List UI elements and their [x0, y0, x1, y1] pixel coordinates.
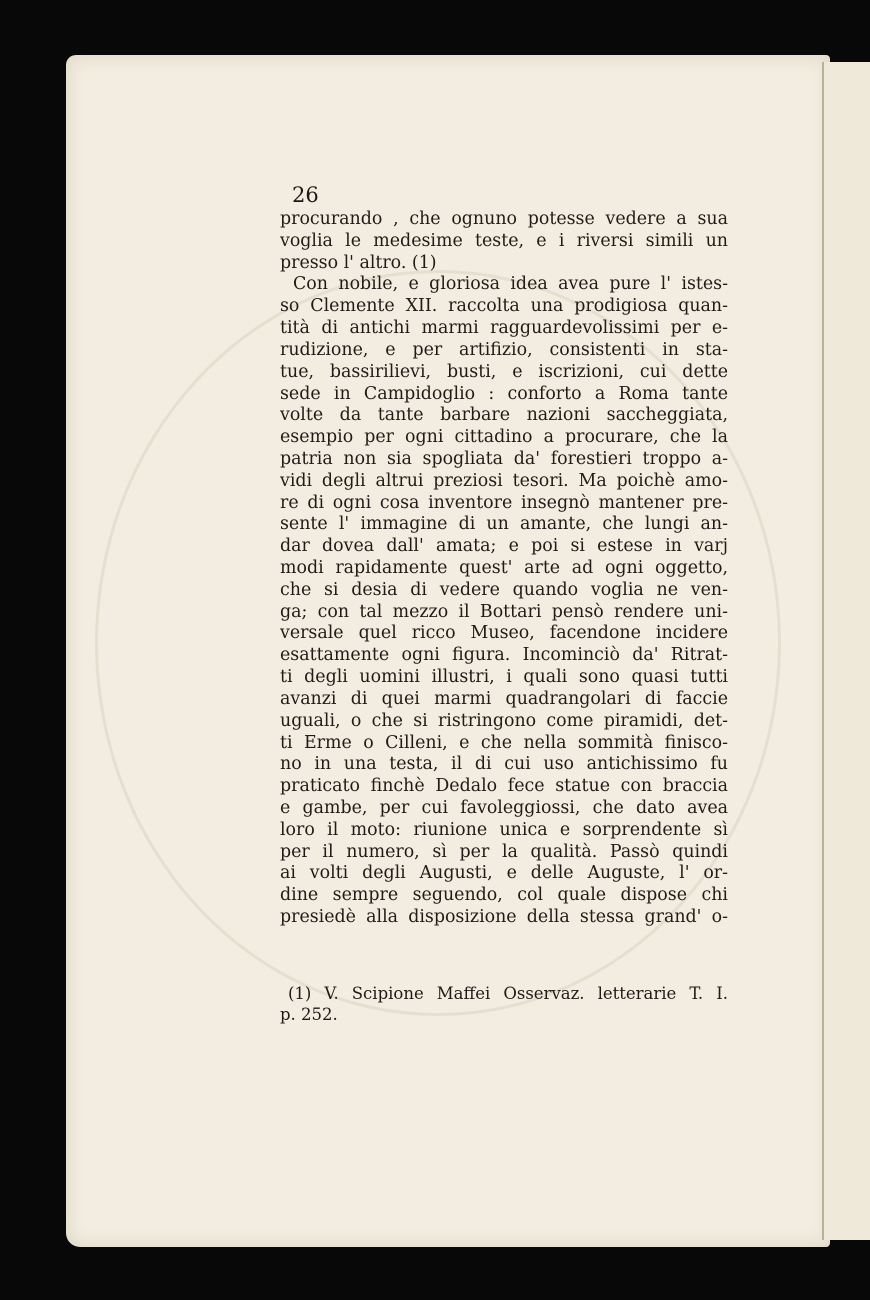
text-line: tità di antichi marmi ragguardevolissimi per e- — [280, 318, 728, 339]
text-line: procurando , che ognuno potesse vedere a sua — [280, 209, 728, 229]
text-line: ga; con tal mezzo il Bottari pensò rendere uni- — [280, 601, 728, 622]
text-line: so Clemente XII. raccolta una prodigiosa quan- — [280, 296, 728, 317]
text-line: modi rapidamente quest' arte ad ogni oggetto, — [280, 558, 728, 578]
footnote-line: (1) V. Scipione Maffei Osservaz. letterarie T. I. — [288, 984, 728, 1003]
text-line: tue, bassirilievi, busti, e iscrizioni, cui dette — [280, 361, 728, 382]
text-line: vidi degli altrui preziosi tesori. Ma poichè amo- — [280, 470, 728, 491]
text-line: loro il moto: riunione unica e sorprendente sì — [280, 819, 728, 840]
facing-page-edge — [822, 62, 870, 1240]
text-line: sede in Campidoglio : conforto a Roma tante — [280, 383, 728, 404]
text-line: patria non sia spogliata da' forestieri troppo a- — [280, 448, 728, 469]
page-number: 26 — [292, 183, 319, 207]
text-line: volte da tante barbare nazioni saccheggiata, — [280, 405, 728, 426]
text-line: esempio per ogni cittadino a procurare, che la — [280, 427, 728, 448]
text-line: esattamente ogni figura. Incominciò da' Ritrat- — [280, 645, 728, 666]
text-line: dine sempre seguendo, col quale dispose chi — [280, 885, 728, 906]
body-text — [280, 209, 728, 929]
footnote-line: p. 252. — [280, 1005, 338, 1024]
text-line: per il numero, sì per la qualità. Passò quindi — [280, 841, 728, 862]
footnote — [280, 983, 728, 1025]
text-line: versale quel ricco Museo, facendone incidere — [280, 623, 728, 644]
text-line: sente l' immagine di un amante, che lungi an- — [280, 514, 728, 535]
text-line: voglia le medesime teste, e i riversi simili un — [280, 230, 728, 251]
text-line: presso l' altro. (1) — [280, 252, 437, 273]
text-line: ti Erme o Cilleni, e che nella sommità finisco- — [280, 732, 728, 753]
text-line: dar dovea dall' amata; e poi si estese in varj — [280, 536, 728, 557]
text-line: ti degli uomini illustri, i quali sono quasi tutti — [280, 667, 728, 688]
text-line: uguali, o che si ristringono come piramidi, det- — [280, 710, 728, 731]
paragraph-start-line: Con nobile, e gloriosa idea avea pure l' istes- — [293, 274, 728, 295]
text-line: rudizione, e per artifizio, consistenti in sta- — [280, 339, 728, 360]
text-line: e gambe, per cui favoleggiossi, che dato avea — [280, 797, 728, 818]
text-line: re di ogni cosa inventore insegnò mantener pre- — [280, 492, 728, 513]
text-line: no in una testa, il di cui uso antichissimo fu — [280, 754, 728, 775]
text-line: presiedè alla disposizione della stessa grand' o- — [280, 907, 728, 927]
text-line: che si desia di vedere quando voglia ne ven- — [280, 579, 728, 600]
text-line: avanzi di quei marmi quadrangolari di faccie — [280, 688, 728, 709]
text-line: praticato finchè Dedalo fece statue con braccia — [280, 776, 728, 797]
text-line: ai volti degli Augusti, e delle Auguste, l' or- — [280, 863, 728, 884]
